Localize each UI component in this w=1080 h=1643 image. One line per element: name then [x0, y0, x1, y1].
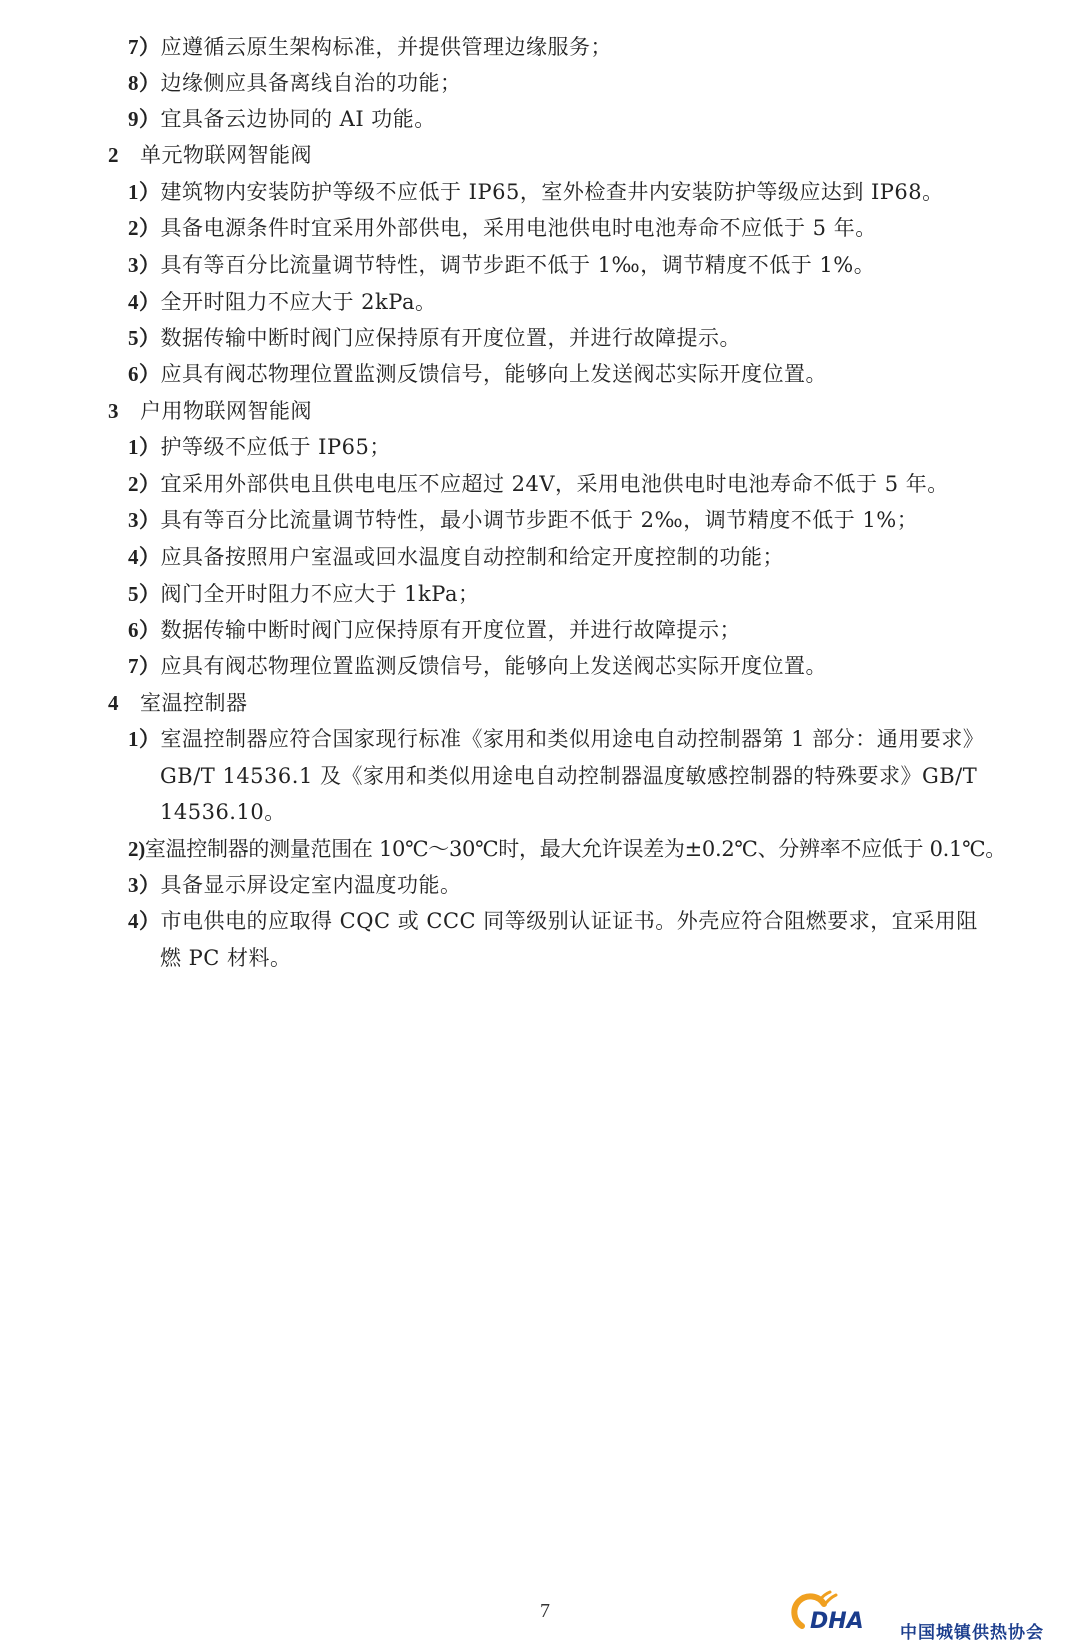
item-number: 4） [128, 545, 161, 569]
item-number: 8） [128, 71, 161, 95]
association-name: 中国城镇供热协会 [900, 1623, 1044, 1643]
list-item [128, 177, 944, 207]
section-number: 2 [108, 143, 119, 167]
list-item [128, 724, 984, 754]
item-number: 6） [128, 362, 161, 386]
item-number: 5） [128, 326, 161, 350]
list-item [128, 542, 784, 572]
list-item [128, 906, 978, 936]
list-item [128, 323, 741, 353]
item-text: 应具备按照用户室温或回水温度自动控制和给定开度控制的功能； [160, 545, 784, 569]
list-item-continuation [160, 797, 286, 827]
list-item [128, 32, 612, 62]
item-number: 1） [128, 180, 161, 204]
list-item [128, 287, 436, 317]
section-title: 单元物联网智能阀 [140, 143, 312, 167]
svg-text:DHA: DHA [810, 1609, 864, 1634]
list-item [128, 834, 1006, 864]
item-text: 应具有阀芯物理位置监测反馈信号，能够向上发送阀芯实际开度位置。 [160, 654, 827, 678]
item-text: 全开时阻力不应大于 2kPa。 [160, 290, 437, 314]
list-item [128, 68, 462, 98]
item-text: 建筑物内安装防护等级不应低于 IP65，室外检查井内安装防护等级应达到 IP68。 [160, 180, 944, 204]
list-item [128, 651, 827, 681]
list-item [128, 432, 391, 462]
item-number: 2） [128, 472, 161, 496]
item-text: 具有等百分比流量调节特性，调节步距不低于 1‰，调节精度不低于 1%。 [160, 253, 876, 277]
item-number: 9） [128, 107, 161, 131]
item-number: 7） [128, 654, 161, 678]
item-number: 1） [128, 727, 161, 751]
item-text: 具备显示屏设定室内温度功能。 [160, 873, 462, 897]
list-item [128, 250, 875, 280]
item-number: 7） [128, 35, 161, 59]
item-text: 14536.10。 [160, 800, 286, 824]
item-text: 应具有阀芯物理位置监测反馈信号，能够向上发送阀芯实际开度位置。 [160, 362, 827, 386]
item-number: 4） [128, 909, 161, 933]
list-item [128, 870, 462, 900]
section-number: 4 [108, 691, 119, 715]
list-item [128, 104, 436, 134]
page-number: 7 [540, 1600, 550, 1622]
item-text: 边缘侧应具备离线自治的功能； [160, 71, 462, 95]
section-number: 3 [108, 399, 119, 423]
list-item [128, 469, 949, 499]
item-text: 宜采用外部供电且供电电压不应超过 24V，采用电池供电时电池寿命不低于 5 年。 [160, 472, 949, 496]
item-text: 护等级不应低于 IP65； [160, 435, 391, 459]
list-item-continuation [160, 943, 292, 973]
section-title: 户用物联网智能阀 [140, 399, 312, 423]
item-number: 5） [128, 582, 161, 606]
list-item [128, 579, 479, 609]
item-text: 应遵循云原生架构标准，并提供管理边缘服务； [160, 35, 612, 59]
list-item [128, 359, 827, 389]
section-heading [108, 140, 312, 170]
section-heading [108, 688, 248, 718]
item-text: 具有等百分比流量调节特性，最小调节步距不低于 2‰，调节精度不低于 1%； [160, 508, 919, 532]
item-text: 数据传输中断时阀门应保持原有开度位置，并进行故障提示； [160, 618, 741, 642]
item-number: 6） [128, 618, 161, 642]
item-text: 宜具备云边协同的 AI 功能。 [160, 107, 436, 131]
item-text: 燃 PC 材料。 [160, 946, 292, 970]
list-item-continuation [160, 761, 977, 791]
section-heading [108, 396, 312, 426]
item-number: 2） [128, 216, 161, 240]
list-item [128, 615, 741, 645]
item-number: 4） [128, 290, 161, 314]
list-item [128, 213, 877, 243]
item-number: 3） [128, 873, 161, 897]
list-item [128, 505, 918, 535]
item-number: 3） [128, 508, 161, 532]
item-number: 2) [128, 837, 145, 861]
item-text: 阀门全开时阻力不应大于 1kPa； [160, 582, 480, 606]
item-text: 数据传输中断时阀门应保持原有开度位置，并进行故障提示。 [160, 326, 741, 350]
item-text: 市电供电的应取得 CQC 或 CCC 同等级别认证证书。外壳应符合阻燃要求，宜采用阻 [160, 909, 978, 933]
item-text: GB/T 14536.1 及《家用和类似用途电自动控制器温度敏感控制器的特殊要求》GB/T [160, 764, 978, 788]
item-text: 室温控制器的测量范围在 10℃～30℃时，最大允许误差为±0.2℃、分辨率不应低于 0.1℃。 [144, 837, 1006, 861]
item-number: 3） [128, 253, 161, 277]
item-number: 1） [128, 435, 161, 459]
item-text: 室温控制器应符合国家现行标准《家用和类似用途电自动控制器第 1 部分：通用要求》 [160, 727, 985, 751]
item-text: 具备电源条件时宜采用外部供电，采用电池供电时电池寿命不应低于 5 年。 [160, 216, 877, 240]
section-title: 室温控制器 [140, 691, 248, 715]
